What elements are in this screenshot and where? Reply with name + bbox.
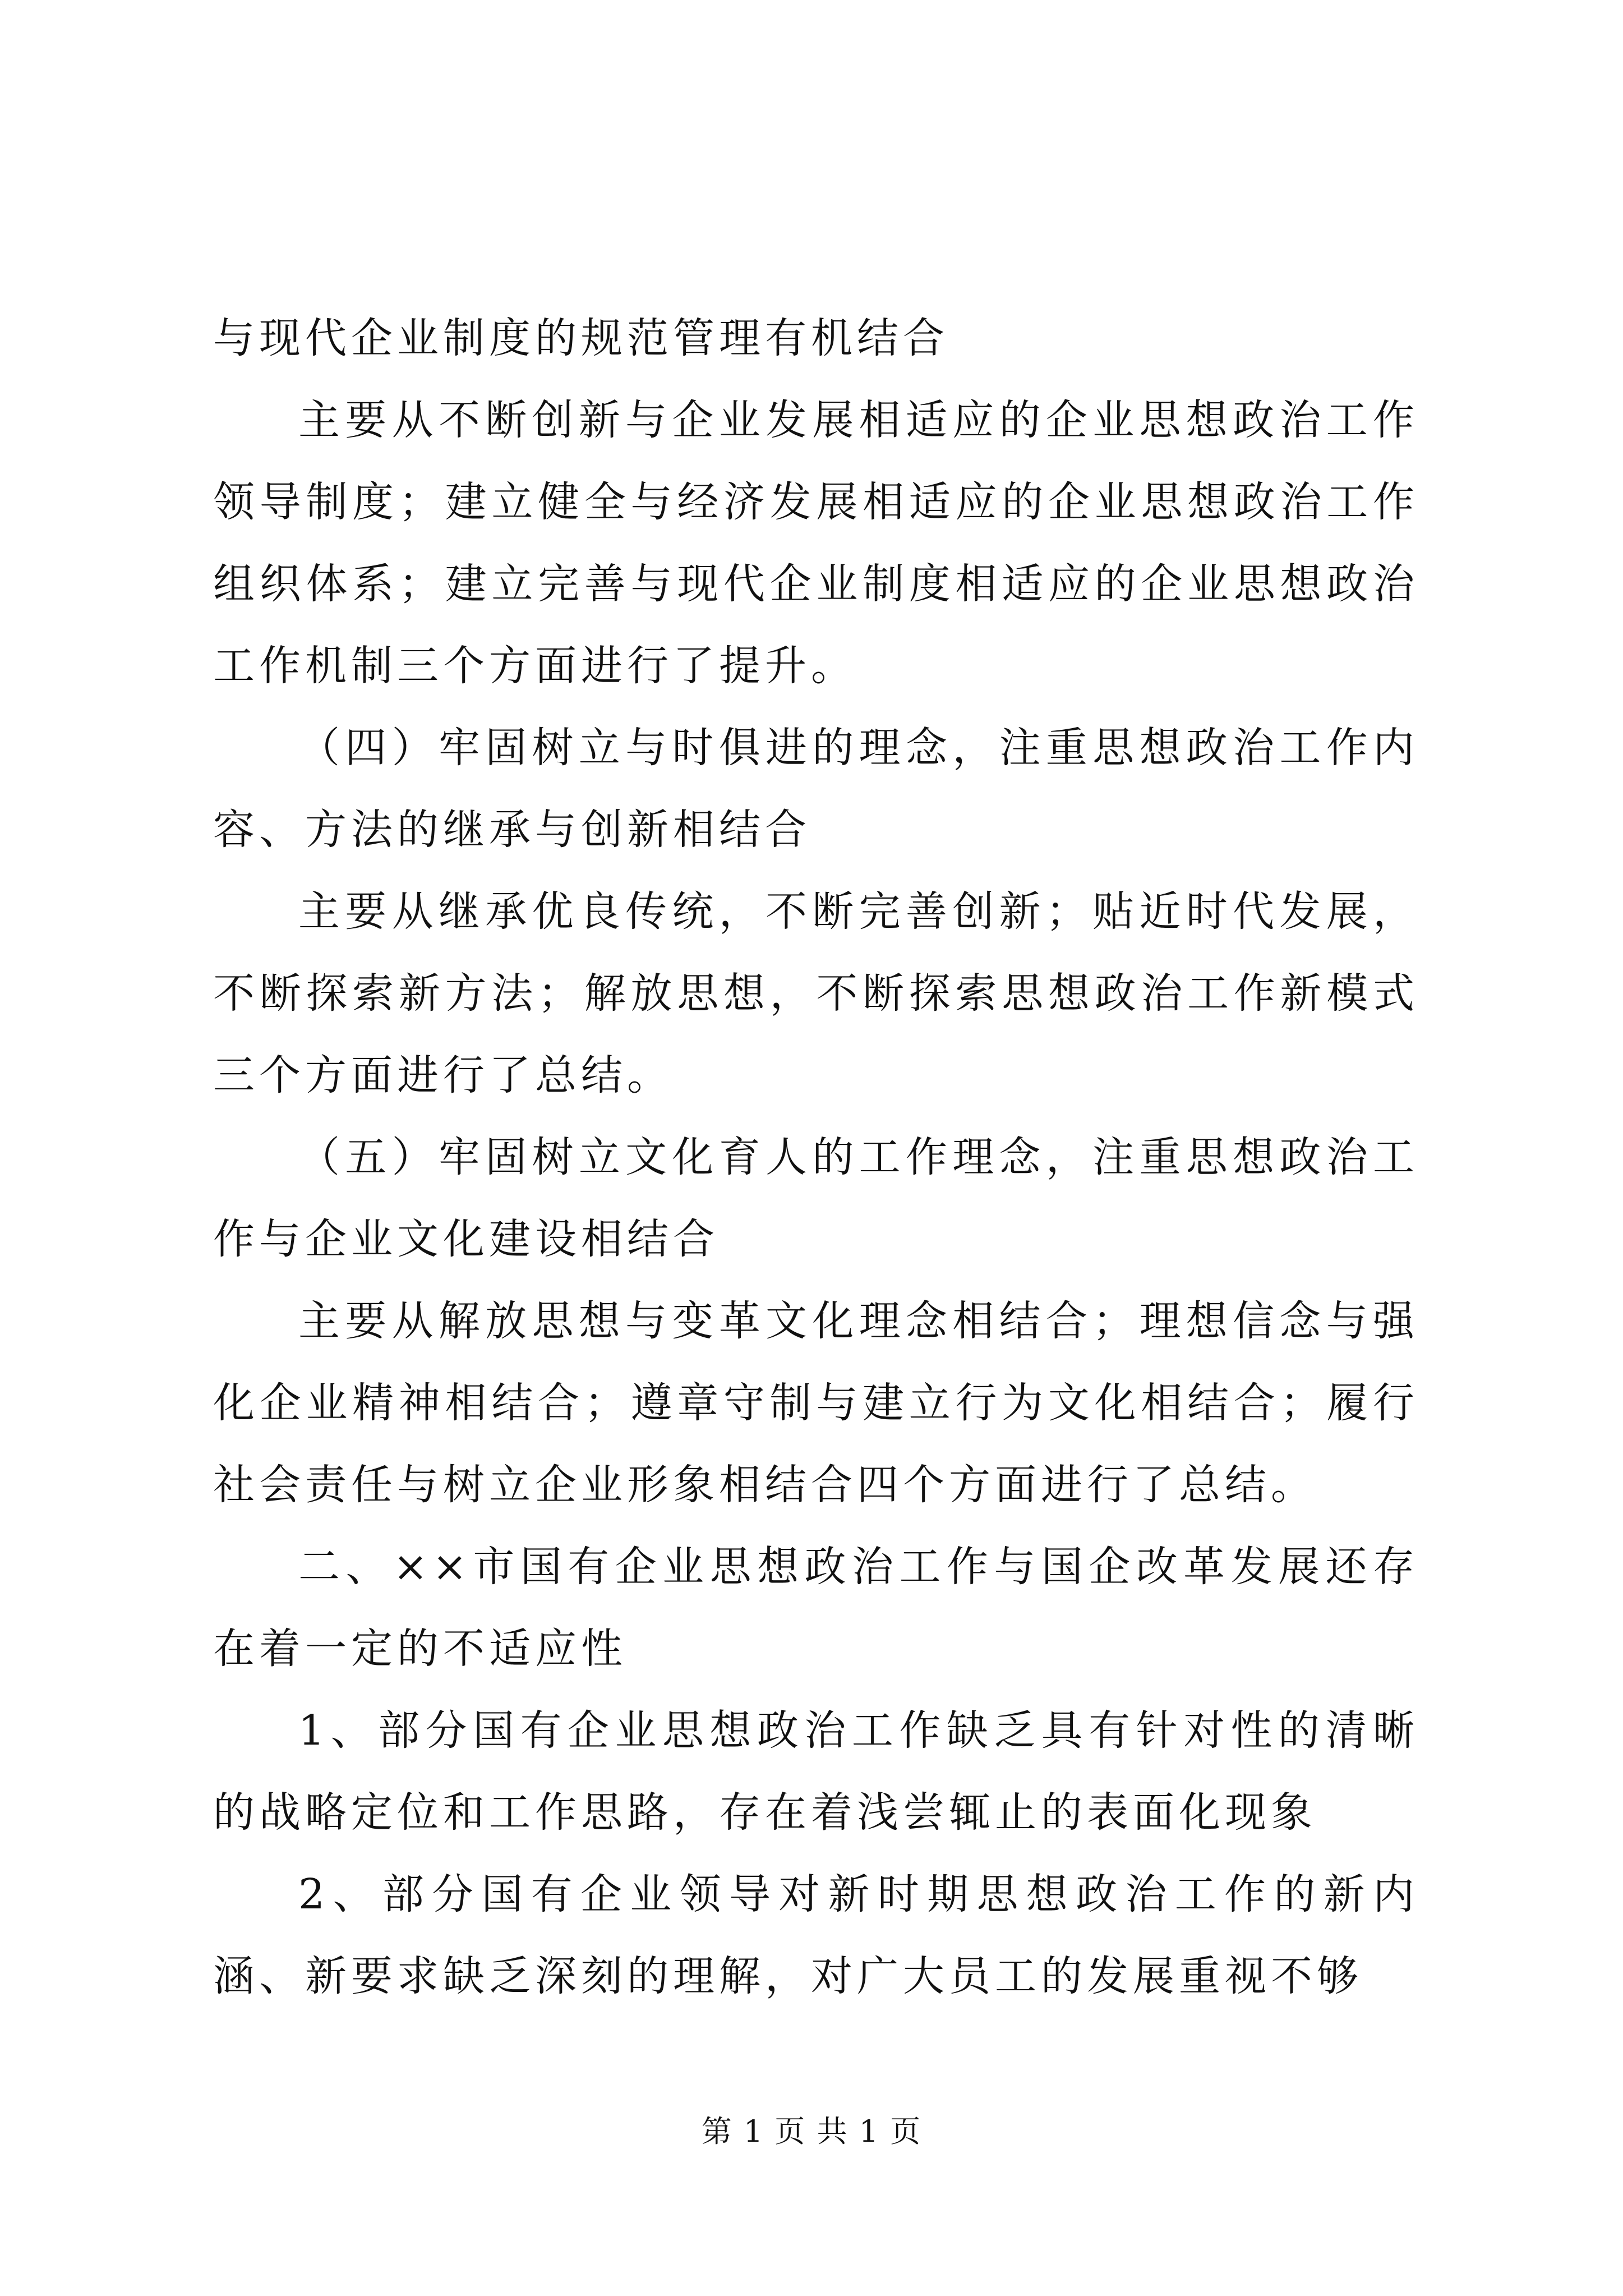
paragraph-2: 主要从不断创新与企业发展相适应的企业思想政治工作领导制度；建立健全与经济发展相适应的企业思想政治工作组织体系；建立完善与现代企业制度相适应的企业思想政治工作机制三个方面进行了提升。 — [213, 396, 1419, 690]
paragraph-9-item: 2、部分国有企业领导对新时期思想政治工作的新内涵、新要求缺乏深刻的理解，对广大员工的发展重视不够 — [213, 1870, 1419, 2000]
page-footer: 第 1 页 共 1 页 — [701, 2114, 922, 2149]
paragraph-3-heading: （四）牢固树立与时俱进的理念，注重思想政治工作内容、方法的继承与创新相结合 — [213, 724, 1419, 854]
paragraph-5-heading: （五）牢固树立文化育人的工作理念，注重思想政治工作与企业文化建设相结合 — [213, 1133, 1419, 1263]
paragraph-4: 主要从继承优良传统，不断完善创新；贴近时代发展，不断探索新方法；解放思想，不断探索思想政治工作新模式三个方面进行了总结。 — [213, 887, 1419, 1099]
paragraph-6: 主要从解放思想与变革文化理念相结合；理想信念与强化企业精神相结合；遵章守制与建立行为文化相结合；履行社会责任与树立企业形象相结合四个方面进行了总结。 — [213, 1297, 1419, 1509]
document-body — [213, 297, 1419, 2017]
paragraph-7-heading: 二、××市国有企业思想政治工作与国企改革发展还存在着一定的不适应性 — [213, 1543, 1419, 1673]
paragraph-8-item: 1、部分国有企业思想政治工作缺乏具有针对性的清晰的战略定位和工作思路，存在着浅尝辄止的表面化现象 — [213, 1706, 1419, 1837]
paragraph-1: 与现代企业制度的规范管理有机结合 — [213, 314, 949, 362]
